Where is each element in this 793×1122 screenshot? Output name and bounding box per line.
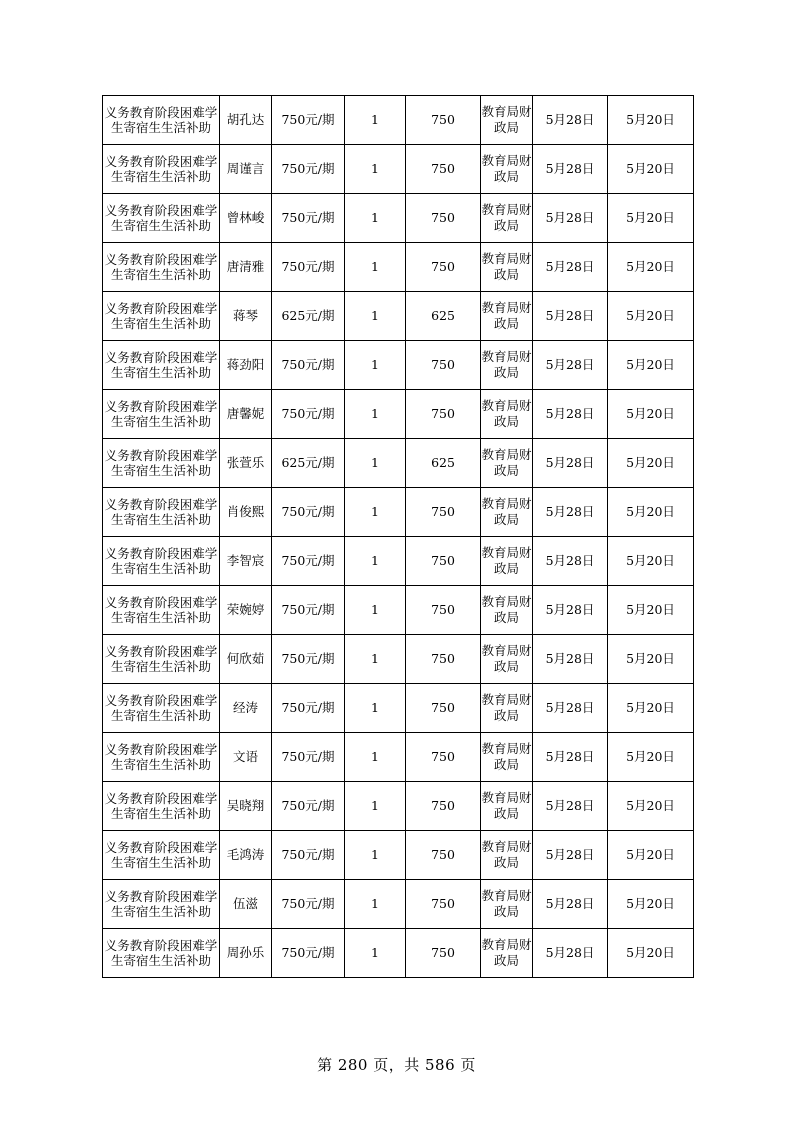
count-cell: 1 — [345, 537, 406, 586]
department-cell: 教育局财政局 — [481, 488, 533, 537]
count-cell: 1 — [345, 390, 406, 439]
standard-cell: 750元/期 — [272, 684, 345, 733]
project-cell: 义务教育阶段困难学生寄宿生生活补助 — [103, 390, 220, 439]
amount-cell: 750 — [406, 586, 481, 635]
department-cell: 教育局财政局 — [481, 782, 533, 831]
date-cell: 5月20日 — [608, 782, 694, 831]
count-cell: 1 — [345, 341, 406, 390]
department-cell: 教育局财政局 — [481, 439, 533, 488]
table-row — [103, 733, 694, 782]
department-cell: 教育局财政局 — [481, 341, 533, 390]
table-row — [103, 341, 694, 390]
date-cell: 5月20日 — [608, 488, 694, 537]
name-cell: 李智宸 — [220, 537, 272, 586]
date-cell: 5月20日 — [608, 194, 694, 243]
amount-cell: 625 — [406, 439, 481, 488]
table-row — [103, 194, 694, 243]
count-cell: 1 — [345, 831, 406, 880]
count-cell: 1 — [345, 292, 406, 341]
date-cell: 5月28日 — [533, 341, 608, 390]
table-row — [103, 880, 694, 929]
table-row — [103, 929, 694, 978]
table-row — [103, 145, 694, 194]
date-cell: 5月28日 — [533, 243, 608, 292]
table-row — [103, 439, 694, 488]
count-cell: 1 — [345, 194, 406, 243]
name-cell: 毛鸿涛 — [220, 831, 272, 880]
count-cell: 1 — [345, 684, 406, 733]
date-cell: 5月20日 — [608, 929, 694, 978]
date-cell: 5月20日 — [608, 243, 694, 292]
amount-cell: 750 — [406, 194, 481, 243]
amount-cell: 750 — [406, 635, 481, 684]
date-cell: 5月28日 — [533, 488, 608, 537]
date-cell: 5月20日 — [608, 586, 694, 635]
date-cell: 5月20日 — [608, 831, 694, 880]
date-cell: 5月20日 — [608, 635, 694, 684]
amount-cell: 625 — [406, 292, 481, 341]
standard-cell: 750元/期 — [272, 733, 345, 782]
date-cell: 5月28日 — [533, 96, 608, 145]
project-cell: 义务教育阶段困难学生寄宿生生活补助 — [103, 831, 220, 880]
name-cell: 唐清雅 — [220, 243, 272, 292]
amount-cell: 750 — [406, 684, 481, 733]
department-cell: 教育局财政局 — [481, 243, 533, 292]
project-cell: 义务教育阶段困难学生寄宿生生活补助 — [103, 782, 220, 831]
standard-cell: 750元/期 — [272, 145, 345, 194]
standard-cell: 750元/期 — [272, 880, 345, 929]
name-cell: 伍滋 — [220, 880, 272, 929]
project-cell: 义务教育阶段困难学生寄宿生生活补助 — [103, 292, 220, 341]
table-row — [103, 684, 694, 733]
date-cell: 5月20日 — [608, 96, 694, 145]
count-cell: 1 — [345, 929, 406, 978]
project-cell: 义务教育阶段困难学生寄宿生生活补助 — [103, 488, 220, 537]
standard-cell: 750元/期 — [272, 635, 345, 684]
standard-cell: 750元/期 — [272, 929, 345, 978]
count-cell: 1 — [345, 782, 406, 831]
amount-cell: 750 — [406, 537, 481, 586]
table-row — [103, 292, 694, 341]
project-cell: 义务教育阶段困难学生寄宿生生活补助 — [103, 243, 220, 292]
standard-cell: 750元/期 — [272, 96, 345, 145]
department-cell: 教育局财政局 — [481, 880, 533, 929]
date-cell: 5月20日 — [608, 439, 694, 488]
date-cell: 5月20日 — [608, 341, 694, 390]
project-cell: 义务教育阶段困难学生寄宿生生活补助 — [103, 537, 220, 586]
amount-cell: 750 — [406, 831, 481, 880]
count-cell: 1 — [345, 439, 406, 488]
date-cell: 5月28日 — [533, 292, 608, 341]
department-cell: 教育局财政局 — [481, 733, 533, 782]
table-row — [103, 488, 694, 537]
standard-cell: 625元/期 — [272, 439, 345, 488]
table-row — [103, 782, 694, 831]
date-cell: 5月28日 — [533, 782, 608, 831]
amount-cell: 750 — [406, 390, 481, 439]
amount-cell: 750 — [406, 929, 481, 978]
department-cell: 教育局财政局 — [481, 390, 533, 439]
department-cell: 教育局财政局 — [481, 684, 533, 733]
project-cell: 义务教育阶段困难学生寄宿生生活补助 — [103, 145, 220, 194]
amount-cell: 750 — [406, 96, 481, 145]
amount-cell: 750 — [406, 782, 481, 831]
date-cell: 5月28日 — [533, 684, 608, 733]
standard-cell: 750元/期 — [272, 488, 345, 537]
date-cell: 5月20日 — [608, 733, 694, 782]
name-cell: 胡孔达 — [220, 96, 272, 145]
date-cell: 5月20日 — [608, 880, 694, 929]
count-cell: 1 — [345, 635, 406, 684]
department-cell: 教育局财政局 — [481, 292, 533, 341]
count-cell: 1 — [345, 243, 406, 292]
project-cell: 义务教育阶段困难学生寄宿生生活补助 — [103, 733, 220, 782]
name-cell: 张萱乐 — [220, 439, 272, 488]
date-cell: 5月20日 — [608, 292, 694, 341]
date-cell: 5月28日 — [533, 145, 608, 194]
standard-cell: 625元/期 — [272, 292, 345, 341]
date-cell: 5月28日 — [533, 390, 608, 439]
date-cell: 5月28日 — [533, 439, 608, 488]
name-cell: 何欣茹 — [220, 635, 272, 684]
date-cell: 5月28日 — [533, 880, 608, 929]
name-cell: 文语 — [220, 733, 272, 782]
amount-cell: 750 — [406, 880, 481, 929]
name-cell: 经涛 — [220, 684, 272, 733]
standard-cell: 750元/期 — [272, 537, 345, 586]
date-cell: 5月28日 — [533, 194, 608, 243]
count-cell: 1 — [345, 488, 406, 537]
project-cell: 义务教育阶段困难学生寄宿生生活补助 — [103, 929, 220, 978]
date-cell: 5月20日 — [608, 145, 694, 194]
count-cell: 1 — [345, 880, 406, 929]
name-cell: 周孙乐 — [220, 929, 272, 978]
project-cell: 义务教育阶段困难学生寄宿生生活补助 — [103, 880, 220, 929]
department-cell: 教育局财政局 — [481, 831, 533, 880]
date-cell: 5月20日 — [608, 684, 694, 733]
date-cell: 5月28日 — [533, 831, 608, 880]
table-row — [103, 635, 694, 684]
project-cell: 义务教育阶段困难学生寄宿生生活补助 — [103, 635, 220, 684]
name-cell: 肖俊熙 — [220, 488, 272, 537]
name-cell: 曾林峻 — [220, 194, 272, 243]
project-cell: 义务教育阶段困难学生寄宿生生活补助 — [103, 96, 220, 145]
table-row — [103, 831, 694, 880]
department-cell: 教育局财政局 — [481, 929, 533, 978]
amount-cell: 750 — [406, 243, 481, 292]
department-cell: 教育局财政局 — [481, 96, 533, 145]
amount-cell: 750 — [406, 488, 481, 537]
date-cell: 5月28日 — [533, 733, 608, 782]
project-cell: 义务教育阶段困难学生寄宿生生活补助 — [103, 194, 220, 243]
table-row — [103, 96, 694, 145]
count-cell: 1 — [345, 586, 406, 635]
count-cell: 1 — [345, 96, 406, 145]
count-cell: 1 — [345, 733, 406, 782]
department-cell: 教育局财政局 — [481, 586, 533, 635]
standard-cell: 750元/期 — [272, 586, 345, 635]
name-cell: 荣婉婷 — [220, 586, 272, 635]
standard-cell: 750元/期 — [272, 341, 345, 390]
table-row — [103, 243, 694, 292]
count-cell: 1 — [345, 145, 406, 194]
name-cell: 唐馨妮 — [220, 390, 272, 439]
project-cell: 义务教育阶段困难学生寄宿生生活补助 — [103, 341, 220, 390]
standard-cell: 750元/期 — [272, 782, 345, 831]
table-row — [103, 586, 694, 635]
name-cell: 蒋劲阳 — [220, 341, 272, 390]
project-cell: 义务教育阶段困难学生寄宿生生活补助 — [103, 586, 220, 635]
department-cell: 教育局财政局 — [481, 635, 533, 684]
standard-cell: 750元/期 — [272, 194, 345, 243]
date-cell: 5月28日 — [533, 537, 608, 586]
department-cell: 教育局财政局 — [481, 145, 533, 194]
project-cell: 义务教育阶段困难学生寄宿生生活补助 — [103, 684, 220, 733]
date-cell: 5月20日 — [608, 537, 694, 586]
date-cell: 5月28日 — [533, 586, 608, 635]
amount-cell: 750 — [406, 341, 481, 390]
name-cell: 周谨言 — [220, 145, 272, 194]
page-footer: 第 280 页，共 586 页 — [317, 1056, 476, 1074]
name-cell: 蒋琴 — [220, 292, 272, 341]
department-cell: 教育局财政局 — [481, 537, 533, 586]
department-cell: 教育局财政局 — [481, 194, 533, 243]
standard-cell: 750元/期 — [272, 243, 345, 292]
project-cell: 义务教育阶段困难学生寄宿生生活补助 — [103, 439, 220, 488]
table-row — [103, 537, 694, 586]
date-cell: 5月20日 — [608, 390, 694, 439]
name-cell: 吴晓翔 — [220, 782, 272, 831]
standard-cell: 750元/期 — [272, 831, 345, 880]
amount-cell: 750 — [406, 733, 481, 782]
standard-cell: 750元/期 — [272, 390, 345, 439]
date-cell: 5月28日 — [533, 929, 608, 978]
subsidy-table — [102, 95, 694, 978]
table-row — [103, 390, 694, 439]
date-cell: 5月28日 — [533, 635, 608, 684]
amount-cell: 750 — [406, 145, 481, 194]
